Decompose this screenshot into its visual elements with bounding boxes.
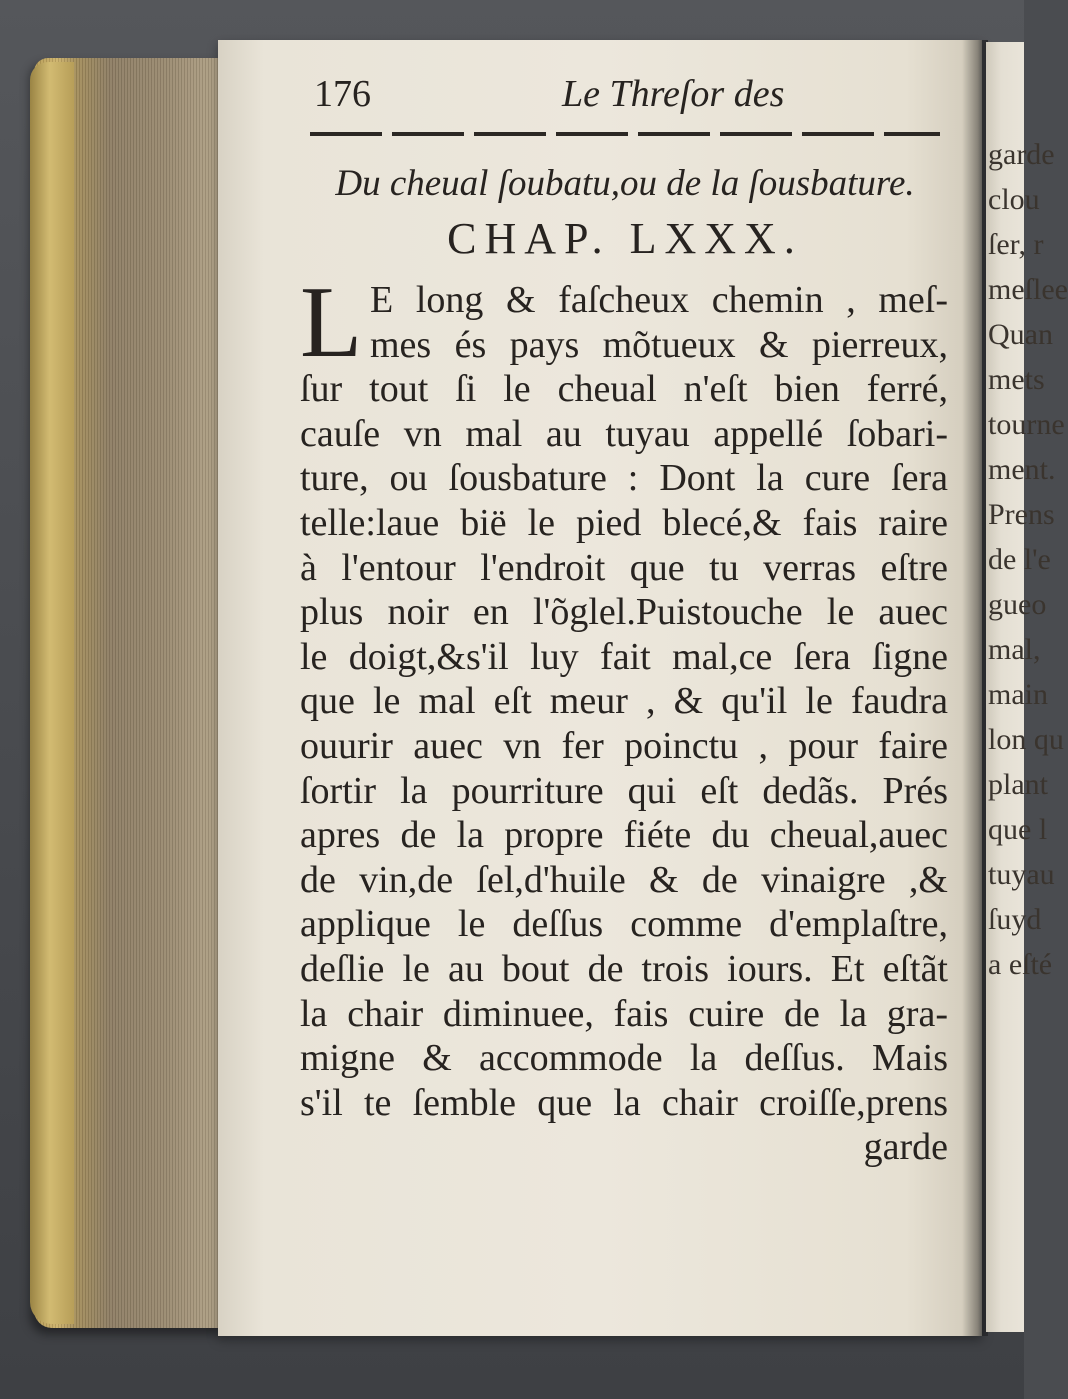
text-line: la chair diminuee, fais cuire de la gra-	[300, 992, 948, 1035]
facing-page-fragment: plant	[988, 768, 1048, 801]
text-line: de vin,de ſel,d'huile & de vinaigre ,&	[300, 858, 948, 901]
facing-page-fragment: a eſté	[988, 948, 1053, 981]
text-line: s'il te ſemble que la chair croiſſe,prens	[300, 1081, 948, 1124]
text-line: deſlie le au bout de trois iours. Et eſtãt	[300, 947, 948, 990]
text-line: ouurir auec vn fer poinctu , pour faire	[300, 724, 948, 767]
facing-page-fragment: tuyau	[988, 858, 1055, 891]
text-line: cauſe vn mal au tuyau appellé ſobari-	[300, 412, 948, 455]
facing-page	[986, 42, 1068, 1332]
chapter-title: Du cheual ſoubatu,ou de la ſousbature.	[335, 163, 915, 204]
text-line: telle:laue bië le pied blecé,& fais raire	[300, 501, 948, 544]
text-line: apres de la propre fiéte du cheual,auec	[300, 814, 948, 857]
page-text	[300, 68, 950, 1170]
facing-page-fragment: clou	[988, 183, 1040, 216]
text-line: E long & faſcheux chemin , meſ-	[370, 279, 948, 321]
page-gutter	[962, 40, 988, 1336]
running-head-title: Le Threſor des	[562, 73, 785, 115]
catchword: garde	[863, 1126, 948, 1169]
facing-page-fragment: lon qu	[988, 723, 1064, 756]
opening-lines	[300, 266, 950, 379]
facing-page-fragment: gueo	[988, 588, 1047, 621]
facing-page-fragment: main	[988, 678, 1048, 711]
chapter-number: CHAP. LXXX.	[447, 214, 803, 263]
text-line: applique le deſſus comme d'emplaſtre,	[300, 903, 948, 946]
facing-page-fragment: ſer, r	[988, 228, 1044, 261]
facing-page-fragment: meſlee	[988, 273, 1068, 306]
body-text	[300, 266, 950, 1125]
text-line: que le mal eſt meur , & qu'il le faudra	[300, 680, 948, 723]
facing-page-fragment: Quan	[988, 318, 1053, 351]
header-rule	[310, 132, 940, 136]
text-line: mes és pays mõtueux & pierreux,	[370, 323, 948, 366]
facing-page-fragment: mal,	[988, 633, 1041, 666]
book-cover-edge	[30, 62, 74, 1324]
text-line: ture, ou ſousbature : Dont la cure ſera	[300, 457, 948, 500]
facing-page-fragment: ment.	[988, 453, 1056, 486]
running-head	[300, 68, 950, 128]
facing-page-fragment: Prens	[988, 498, 1055, 531]
facing-page-fragment: ſuyd	[988, 903, 1042, 936]
text-line: le doigt,&s'il luy fait mal,ce ſera ſigne	[300, 635, 948, 678]
page-number: 176	[314, 73, 371, 115]
facing-page-fragment: mets	[988, 363, 1045, 396]
text-line: migne & accommode la deſſus. Mais	[300, 1037, 948, 1080]
facing-page-fragment: que l	[988, 813, 1048, 846]
text-line: ſortir la pourriture qui eſt dedãs. Prés	[300, 769, 948, 812]
facing-page-fragment: de l'e	[988, 543, 1051, 576]
facing-page-fragment: tourne	[988, 408, 1065, 441]
text-line: ſur tout ſi le cheual n'eſt bien ferré,	[300, 368, 948, 411]
facing-page-fragment: garde	[988, 138, 1055, 171]
text-line: plus noir en l'õglel.Puistouche le auec	[300, 591, 948, 634]
text-line: à l'entour l'endroit que tu verras eſtre	[300, 546, 948, 589]
drop-cap: L	[300, 266, 363, 379]
